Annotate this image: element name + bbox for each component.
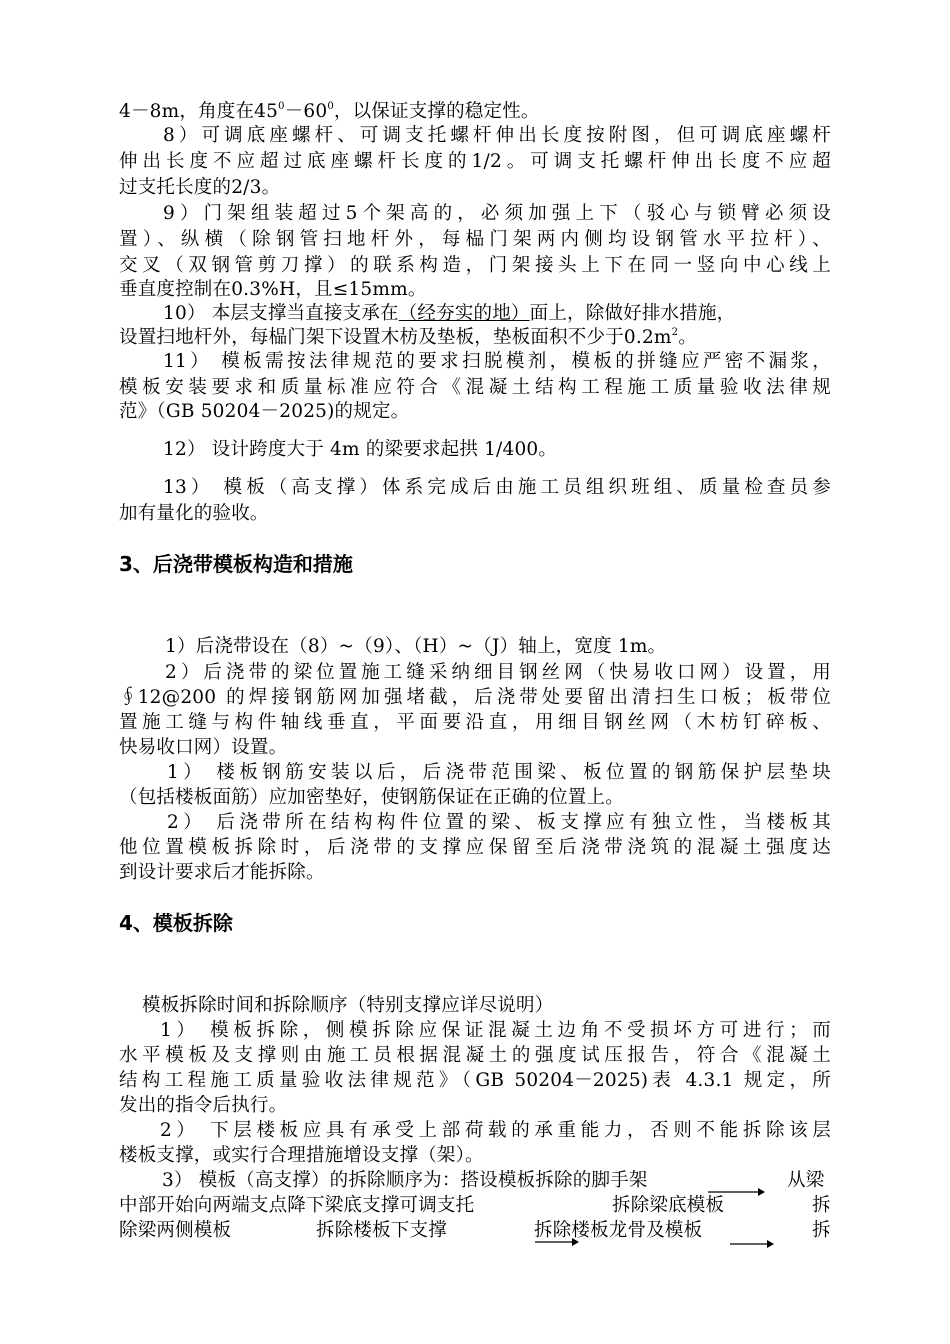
- section-4-heading: 4、模板拆除: [119, 911, 233, 935]
- section-4-item-1-line-4: 发出的指令后执行。: [119, 1095, 288, 1116]
- section-3-item-2-line-3: 置施工缝与构件轴线垂直，平面要沿直，用细目钢丝网（木枋钉碎板、: [119, 712, 831, 733]
- degree-superscript: 0: [278, 101, 285, 112]
- section-3-item-b-line-2: （包括楼板面筋）应加密垫好，使钢筋保证在正确的位置上。: [119, 787, 624, 808]
- underlined-text: （经夯实的地）: [398, 303, 530, 324]
- paragraph-9-line-2: 置）、纵横（除钢管扫地杆外，每榀门架两内侧均设钢管水平拉杆）、: [119, 229, 831, 250]
- section-4-item-3-line-1-end: 从梁: [787, 1170, 825, 1191]
- paragraph-13-line-2: 加有量化的验收。: [119, 503, 269, 524]
- section-3-item-b-line-1: 1） 楼板钢筋安装以后，后浇带范围梁、板位置的钢筋保护层垫块: [167, 762, 831, 783]
- text: 10） 本层支撑当直接支承在: [163, 303, 399, 324]
- flow-arrow-icon: [535, 1236, 580, 1248]
- paragraph-12: 12） 设计跨度大于 4m 的梁要求起拱 1/400。: [163, 439, 558, 460]
- flow-arrow-icon: [730, 1238, 775, 1250]
- section-4-item-3-line-2-mid: 拆除梁底模板: [612, 1195, 725, 1216]
- section-3-item-c-line-3: 到设计要求后才能拆除。: [119, 862, 325, 883]
- text: 除梁两侧模板: [119, 1220, 232, 1241]
- section-4-item-3-line-3-c: 拆除楼板龙骨及模板: [534, 1220, 703, 1241]
- text: 面上，除做好排水措施，: [529, 303, 736, 324]
- flow-arrow-icon: [708, 1186, 766, 1198]
- paragraph-9-line-1: 9）门架组装超过5个架高的，必须加强上下（驳心与锁臂必须设: [163, 203, 831, 224]
- section-4-item-1-line-2: 水平模板及支撑则由施工员根据混凝土的强度试压报告，符合《混凝土: [119, 1045, 831, 1066]
- paragraph-7-line-1: [119, 100, 831, 124]
- section-4-item-3-line-3-b: 拆除楼板下支撑: [316, 1220, 447, 1241]
- paragraph-11-line-1: 11） 模板需按法律规范的要求扫脱模剂，模板的拼缝应严密不漏浆，: [163, 351, 831, 372]
- paragraph-9-line-3: 交叉（双钢管剪刀撑）的联系构造，门架接头上下在同一竖向中心线上: [119, 255, 831, 276]
- section-4-item-1-line-3: 结构工程施工质量验收法律规范》（GB 50204－2025)表 4.3.1 规定，所: [119, 1070, 831, 1091]
- section-4-item-3-line-2-end: 拆: [812, 1195, 831, 1216]
- paragraph-8-line-3: 过支托长度的2/3。: [119, 177, 281, 198]
- square-superscript: 2: [671, 327, 679, 338]
- paragraph-11-line-3: 范》（GB 50204－2025)的规定。: [119, 401, 410, 422]
- text: 。: [678, 327, 697, 348]
- text: 4－8m，角度在45: [119, 101, 279, 122]
- section-3-heading: 3、后浇带模板构造和措施: [119, 552, 353, 576]
- paragraph-10-line-1: [163, 302, 831, 326]
- paragraph-8-line-1: 8）可调底座螺杆、可调支托螺杆伸出长度按附图，但可调底座螺杆: [163, 125, 831, 146]
- paragraph-9-line-4: 垂直度控制在0.3%H，且≤15mm。: [119, 279, 427, 300]
- section-3-item-2-line-2: ∮12@200 的焊接钢筋网加强堵截，后浇带处要留出清扫生口板；板带位: [119, 687, 831, 708]
- section-4-item-3-line-3-d: 拆: [812, 1220, 831, 1241]
- section-3-item-2-line-4: 快易收口网）设置。: [119, 737, 288, 758]
- section-3-item-c-line-2: 他位置模板拆除时，后浇带的支撑应保留至后浇带浇筑的混凝土强度达: [119, 837, 831, 858]
- text: 设置扫地杆外，每榀门架下设置木枋及垫板，垫板面积不少于0.2m: [119, 327, 672, 348]
- text: 3） 模板（高支撑）的拆除顺序为：搭设模板拆除的脚手架: [162, 1170, 648, 1191]
- section-4-item-3-line-3: [119, 1219, 831, 1243]
- text: ，以保证支撑的稳定性。: [333, 101, 540, 122]
- section-4-item-2-line-2: 楼板支撑，或实行合理措施增设支撑（架）。: [119, 1145, 484, 1166]
- section-3-item-1: 1）后浇带设在（8）~（9）、（H）~（J）轴上，宽度 1m。: [165, 636, 667, 657]
- paragraph-8-line-2: 伸出长度不应超过底座螺杆长度的1/2。可调支托螺杆伸出长度不应超: [119, 151, 831, 172]
- section-3-item-c-line-1: 2） 后浇带所在结构构件位置的梁、板支撑应有独立性，当楼板其: [167, 812, 831, 833]
- section-4-intro: 模板拆除时间和拆除顺序（特别支撑应详尽说明）: [142, 995, 554, 1016]
- paragraph-13-line-1: 13） 模板（高支撑）体系完成后由施工员组织班组、质量检查员参: [163, 477, 831, 498]
- text: 中部开始向两端支点降下梁底支撑可调支托: [119, 1195, 475, 1216]
- paragraph-11-line-2: 模板安装要求和质量标准应符合《混凝土结构工程施工质量验收法律规: [119, 377, 831, 398]
- degree-superscript: 0: [327, 101, 334, 112]
- section-3-item-2-line-1: 2）后浇带的梁位置施工缝采纳细目钢丝网（快易收口网）设置，用: [165, 662, 831, 683]
- section-4-item-1-line-1: 1） 模板拆除，侧模拆除应保证混凝土边角不受损坏方可进行；而: [160, 1020, 831, 1041]
- section-4-item-2-line-1: 2） 下层楼板应具有承受上部荷载的承重能力，否则不能拆除该层: [160, 1120, 831, 1141]
- paragraph-10-line-2: [119, 326, 831, 350]
- text: －60: [284, 101, 328, 122]
